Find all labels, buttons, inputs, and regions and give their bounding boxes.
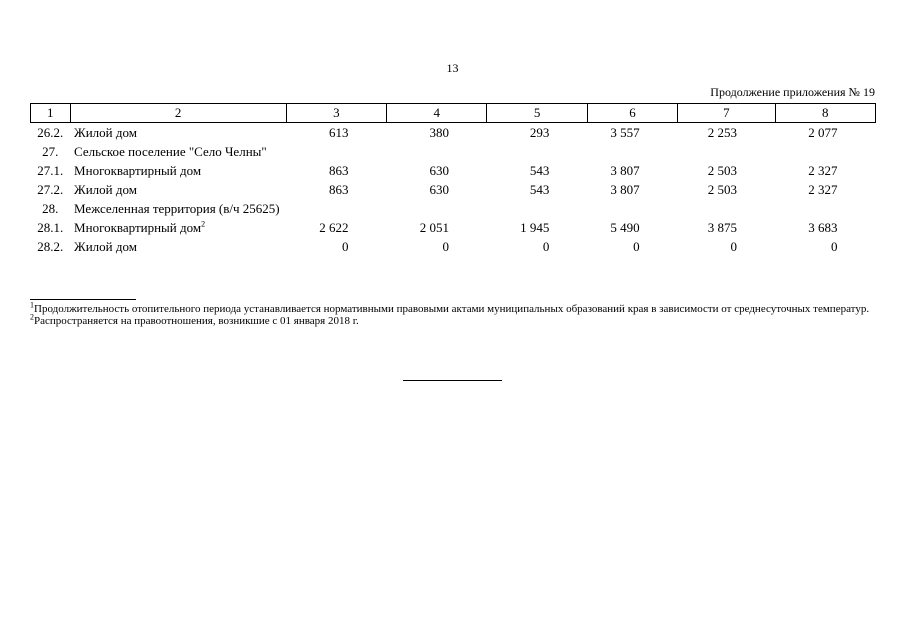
header-cell: 8 xyxy=(775,104,875,123)
value-cell: 3 807 xyxy=(610,163,640,178)
value-cell: 543 xyxy=(529,182,550,197)
value-cell: 380 xyxy=(429,125,449,140)
table-row xyxy=(31,142,876,161)
header-cell: 1 xyxy=(31,104,71,123)
table-row xyxy=(31,161,876,180)
footnote-1: $^1$Продолжительность отопительного периода устанавливается нормативными правовыми актами муниципальных образований края в зависимости от среднесуточных температур. xyxy=(30,300,870,315)
value-cell: 0 xyxy=(342,239,349,254)
value-cell: 0 xyxy=(831,239,838,254)
row-name: Многоквартирный дом xyxy=(74,163,202,178)
value-cell xyxy=(678,199,775,218)
row-number: 27.1. xyxy=(37,163,64,178)
value-cell xyxy=(775,199,875,218)
continuation-label: Продолжение приложения № 19 xyxy=(710,85,875,99)
value-cell xyxy=(487,142,587,161)
value-cell xyxy=(487,199,587,218)
row-name: Сельское поселение "Село Челны" xyxy=(74,144,267,159)
row-name: Жилой дом xyxy=(74,182,137,197)
value-cell: 1 945 xyxy=(520,220,550,235)
row-number: 26.2. xyxy=(37,125,64,140)
value-cell: 0 xyxy=(730,239,738,254)
value-cell xyxy=(587,142,677,161)
value-cell: 863 xyxy=(329,182,349,197)
table-row xyxy=(31,180,876,199)
row-number: 28. xyxy=(42,201,59,216)
footnote-ref: 2 xyxy=(201,219,206,229)
row-name: Межселенная территория (в/ч 25625) xyxy=(74,201,280,216)
row-name: Многоквартирный дом$^2$ xyxy=(74,219,206,235)
value-cell: 3 557 xyxy=(610,125,640,140)
end-divider xyxy=(403,380,502,381)
footnotes xyxy=(30,300,876,327)
header-cell: 3 xyxy=(286,104,386,123)
footnote-mark: 1 xyxy=(30,300,34,310)
header-cell: 4 xyxy=(387,104,487,123)
value-cell: 2 503 xyxy=(707,182,738,197)
value-cell xyxy=(587,199,677,218)
value-cell: 0 xyxy=(633,239,640,254)
value-cell: 3 683 xyxy=(808,220,838,235)
value-cell: 2 327 xyxy=(808,182,838,197)
page-number: 13 xyxy=(446,61,459,75)
footnote-mark: 2 xyxy=(30,312,34,322)
value-cell: 613 xyxy=(329,125,349,140)
row-name: Жилой дом xyxy=(74,125,137,140)
value-cell xyxy=(678,142,775,161)
header-cell: 6 xyxy=(587,104,677,123)
value-cell: 0 xyxy=(542,239,550,254)
row-number: 28.1. xyxy=(37,220,64,235)
table-header-row xyxy=(31,104,876,123)
value-cell xyxy=(286,142,386,161)
footnote-2: $^2$Распространяется на правоотношения, возникшие с 01 января 2018 г. xyxy=(30,312,359,327)
footnote-divider xyxy=(30,299,136,300)
table-row xyxy=(31,237,876,256)
value-cell xyxy=(775,142,875,161)
value-cell: 3 875 xyxy=(707,220,738,235)
row-name: Жилой дом xyxy=(74,239,137,254)
table-row xyxy=(31,199,876,218)
value-cell xyxy=(387,199,487,218)
value-cell: 2 253 xyxy=(707,125,738,140)
row-number: 27.2. xyxy=(37,182,64,197)
data-table xyxy=(30,103,876,256)
value-cell: 630 xyxy=(429,163,449,178)
value-cell: 3 807 xyxy=(610,182,640,197)
value-cell: 543 xyxy=(529,163,550,178)
row-number: 27. xyxy=(42,144,59,159)
value-cell: 0 xyxy=(442,239,449,254)
table-row xyxy=(31,218,876,237)
value-cell: 5 490 xyxy=(610,220,640,235)
row-number: 28.2. xyxy=(37,239,64,254)
table-row xyxy=(31,123,876,143)
value-cell xyxy=(387,142,487,161)
value-cell: 2 503 xyxy=(707,163,738,178)
value-cell: 863 xyxy=(329,163,349,178)
header-cell: 2 xyxy=(70,104,286,123)
value-cell: 293 xyxy=(529,125,550,140)
value-cell: 630 xyxy=(429,182,449,197)
value-cell xyxy=(286,199,386,218)
value-cell: 2 327 xyxy=(808,163,838,178)
value-cell: 2 622 xyxy=(319,220,349,235)
value-cell: 2 051 xyxy=(419,220,449,235)
value-cell: 2 077 xyxy=(808,125,838,140)
header-cell: 5 xyxy=(487,104,587,123)
header-cell: 7 xyxy=(678,104,775,123)
